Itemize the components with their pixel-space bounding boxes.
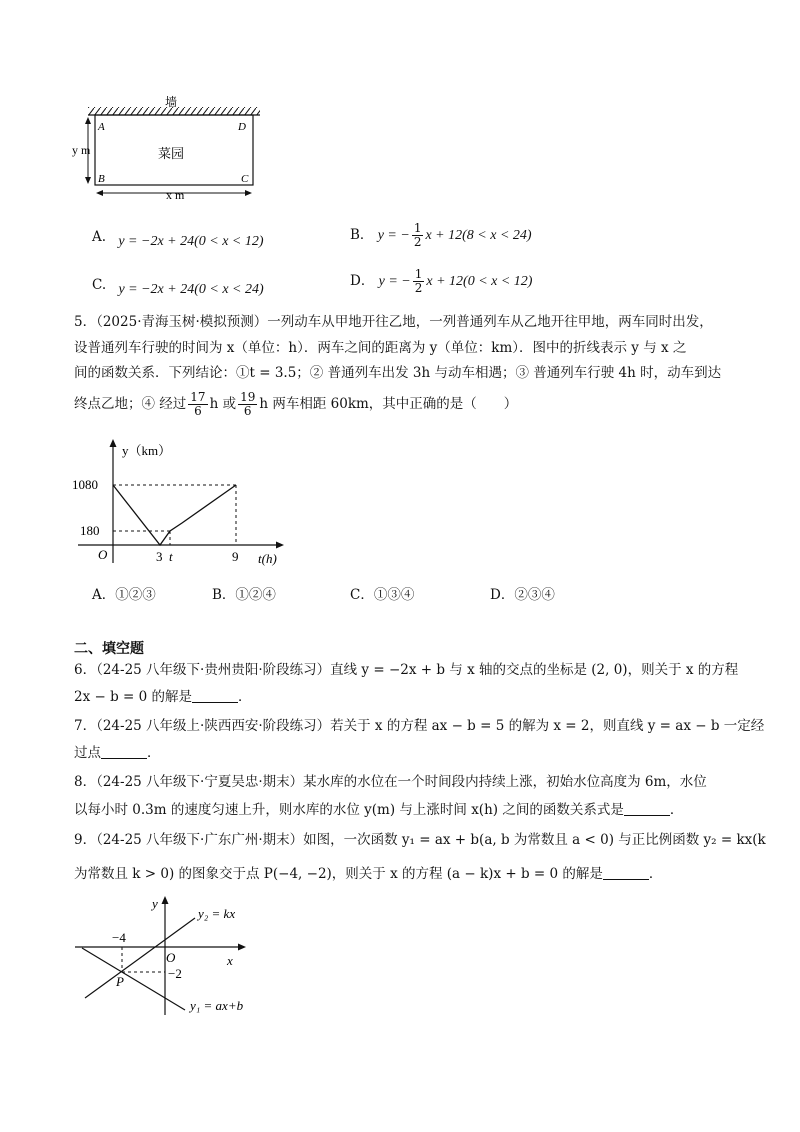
q9-tick-neg2: −2 — [168, 966, 182, 981]
q5-option-b[interactable]: B．①②④ — [212, 587, 276, 603]
vertex-d: D — [238, 121, 246, 133]
q8-answer-blank[interactable] — [624, 801, 670, 816]
q5-option-c[interactable]: C．①③④ — [350, 587, 415, 603]
q5-f1-den: 6 — [194, 403, 202, 418]
q8-line-2 — [74, 801, 683, 819]
x-arrow-right — [245, 190, 252, 196]
q4-d-den: 2 — [414, 281, 423, 295]
q9-label-y2: y₂ = kx — [198, 906, 236, 921]
q6-line-2 — [74, 688, 252, 706]
q4-option-c[interactable] — [92, 276, 264, 295]
q4-option-a-expr: y = −2x + 24(0 < x < 12) — [118, 234, 264, 249]
q4-option-d[interactable] — [350, 268, 532, 295]
x-arrow-left — [96, 190, 103, 196]
q5-tick-1080: 1080 — [72, 477, 98, 492]
q5-line-4-pre: 终点乙地；④ 经过 — [74, 396, 187, 412]
q9-y-label: y — [152, 896, 158, 911]
wall-label: 墙 — [165, 95, 178, 109]
y-dimension-label: y m — [72, 143, 91, 157]
q6-line-2-pre: 2x − b = 0 的解是 — [74, 689, 193, 705]
q5-tick-3: 3 — [156, 549, 163, 564]
q5-line-4-post: h 两车相距 60km，其中正确的是（ ） — [259, 396, 518, 412]
q4-option-a-label: A. — [92, 229, 107, 245]
q8-line-1: 8．（24-25 八年级下·宁夏吴忠·期末）某水库的水位在一个时间段内持续上涨，初始水位高度为 6m，水位 — [74, 774, 707, 790]
q4-option-d-label: D． — [350, 273, 375, 289]
q4-option-b-pre: y = − — [377, 228, 410, 243]
q5-y-axis-label: y（km） — [122, 443, 172, 458]
q4-option-c-label: C. — [92, 277, 107, 293]
q6-line-2-post: ． — [238, 689, 252, 705]
q5-f2-num: 19 — [240, 389, 256, 404]
q9-tick-neg4: −4 — [112, 930, 126, 945]
q4-option-b-fraction — [412, 222, 424, 249]
q6-line-1: 6．（24-25 八年级下·贵州贵阳·阶段练习）直线 y = −2x + b 与 x 轴的交点的坐标是 (2, 0)，则关于 x 的方程 — [74, 662, 739, 678]
q5-distance-polyline — [113, 485, 236, 545]
q6-answer-blank[interactable] — [192, 688, 238, 703]
q9-point-p: P — [116, 974, 124, 989]
q4-d-num: 1 — [414, 267, 423, 281]
q4-b-num: 1 — [413, 221, 422, 235]
q7-answer-blank[interactable] — [101, 744, 147, 759]
q5-fraction-17-6 — [188, 391, 207, 418]
q4-option-b-label: B． — [350, 227, 374, 243]
y-arrow-down — [85, 177, 91, 184]
q9-line-2-pre: 为常数且 k > 0) 的图象交于点 P(−4, −2)，则关于 x 的方程 (a − k)x + b = 0 的解是 — [74, 866, 603, 882]
q5-fraction-19-6 — [238, 391, 257, 418]
x-dimension-label: x m — [166, 188, 185, 202]
q9-line-2 — [74, 865, 662, 883]
vertex-b: B — [98, 173, 105, 185]
q5-x-axis-arrow — [276, 542, 284, 549]
q9-x-label: x — [227, 953, 233, 968]
q5-option-a[interactable]: A．①②③ — [92, 587, 156, 603]
garden-figure — [70, 92, 270, 202]
q5-x-axis-label: t(h) — [258, 551, 277, 566]
q9-line-y2 — [85, 918, 195, 998]
vertex-a: A — [98, 121, 105, 133]
q5-tick-180: 180 — [80, 523, 100, 538]
q4-option-d-pre: y = − — [378, 274, 411, 289]
q4-option-b-post: x + 12(8 < x < 24) — [425, 228, 532, 243]
q4-option-b[interactable] — [350, 222, 532, 249]
q7-line-2-pre: 过点 — [74, 745, 101, 761]
q5-line-3: 间的函数关系．下列结论：①t = 3.5；② 普通列车出发 3h 与动车相遇；③ 普通列车行驶 4h 时，动车到达 — [74, 365, 722, 381]
q4-option-d-post: x + 12(0 < x < 12) — [426, 274, 533, 289]
garden-label: 菜园 — [158, 146, 185, 161]
q8-line-2-pre: 以每小时 0.3m 的速度匀速上升，则水库的水位 y(m) 与上涨时间 x(h) 之间的函数关系式是 — [74, 802, 624, 818]
section-title-fill-in: 二、填空题 — [74, 641, 144, 657]
q5-origin: O — [98, 547, 108, 562]
q9-x-axis-arrow — [238, 944, 246, 951]
q4-b-den: 2 — [413, 235, 422, 249]
q9-line-2-post: ． — [648, 866, 663, 882]
q5-option-d[interactable]: D．②③④ — [490, 587, 555, 603]
q9-graph — [70, 890, 270, 1020]
q9-y-axis-arrow — [162, 896, 169, 904]
q5-tick-9: 9 — [232, 549, 239, 564]
vertex-c: C — [241, 173, 249, 185]
q5-graph — [70, 435, 290, 570]
q9-line-1: 9．（24-25 八年级下·广东广州·期末）如图，一次函数 y₁ = ax + b(a, b 为常数且 a < 0) 与正比例函数 y₂ = kx(k — [74, 832, 766, 848]
q7-line-2 — [74, 744, 161, 762]
q5-line-1: 5．（2025·青海玉树·模拟预测）一列动车从甲地开往乙地，一列普通列车从乙地开往甲地，两车同时出发， — [74, 314, 713, 330]
q5-line-4 — [74, 384, 517, 424]
q5-y-axis-arrow — [110, 439, 117, 447]
q9-label-y1: y₁ = ax+b — [190, 998, 244, 1013]
y-arrow-up — [85, 117, 91, 124]
q5-line-4-mid: h 或 — [209, 396, 237, 412]
q9-answer-blank[interactable] — [603, 865, 649, 880]
q5-f2-den: 6 — [243, 403, 252, 418]
q5-tick-t: t — [169, 549, 173, 564]
q5-line-2: 设普通列车行驶的时间为 x（单位：h）．两车之间的距离为 y（单位：km）．图中的折线表示 y 与 x 之 — [74, 340, 687, 356]
q4-option-d-fraction — [413, 268, 425, 295]
q5-f1-num: 17 — [190, 389, 206, 404]
q7-line-2-post: ． — [147, 745, 161, 761]
q9-origin: O — [166, 950, 176, 965]
q4-option-a[interactable] — [92, 228, 264, 247]
q4-option-c-expr: y = −2x + 24(0 < x < 24) — [118, 282, 264, 297]
q8-line-2-post: ． — [669, 802, 684, 818]
q7-line-1: 7．（24-25 八年级上·陕西西安·阶段练习）若关于 x 的方程 ax − b = 5 的解为 x = 2，则直线 y = ax − b 一定经 — [74, 718, 765, 734]
